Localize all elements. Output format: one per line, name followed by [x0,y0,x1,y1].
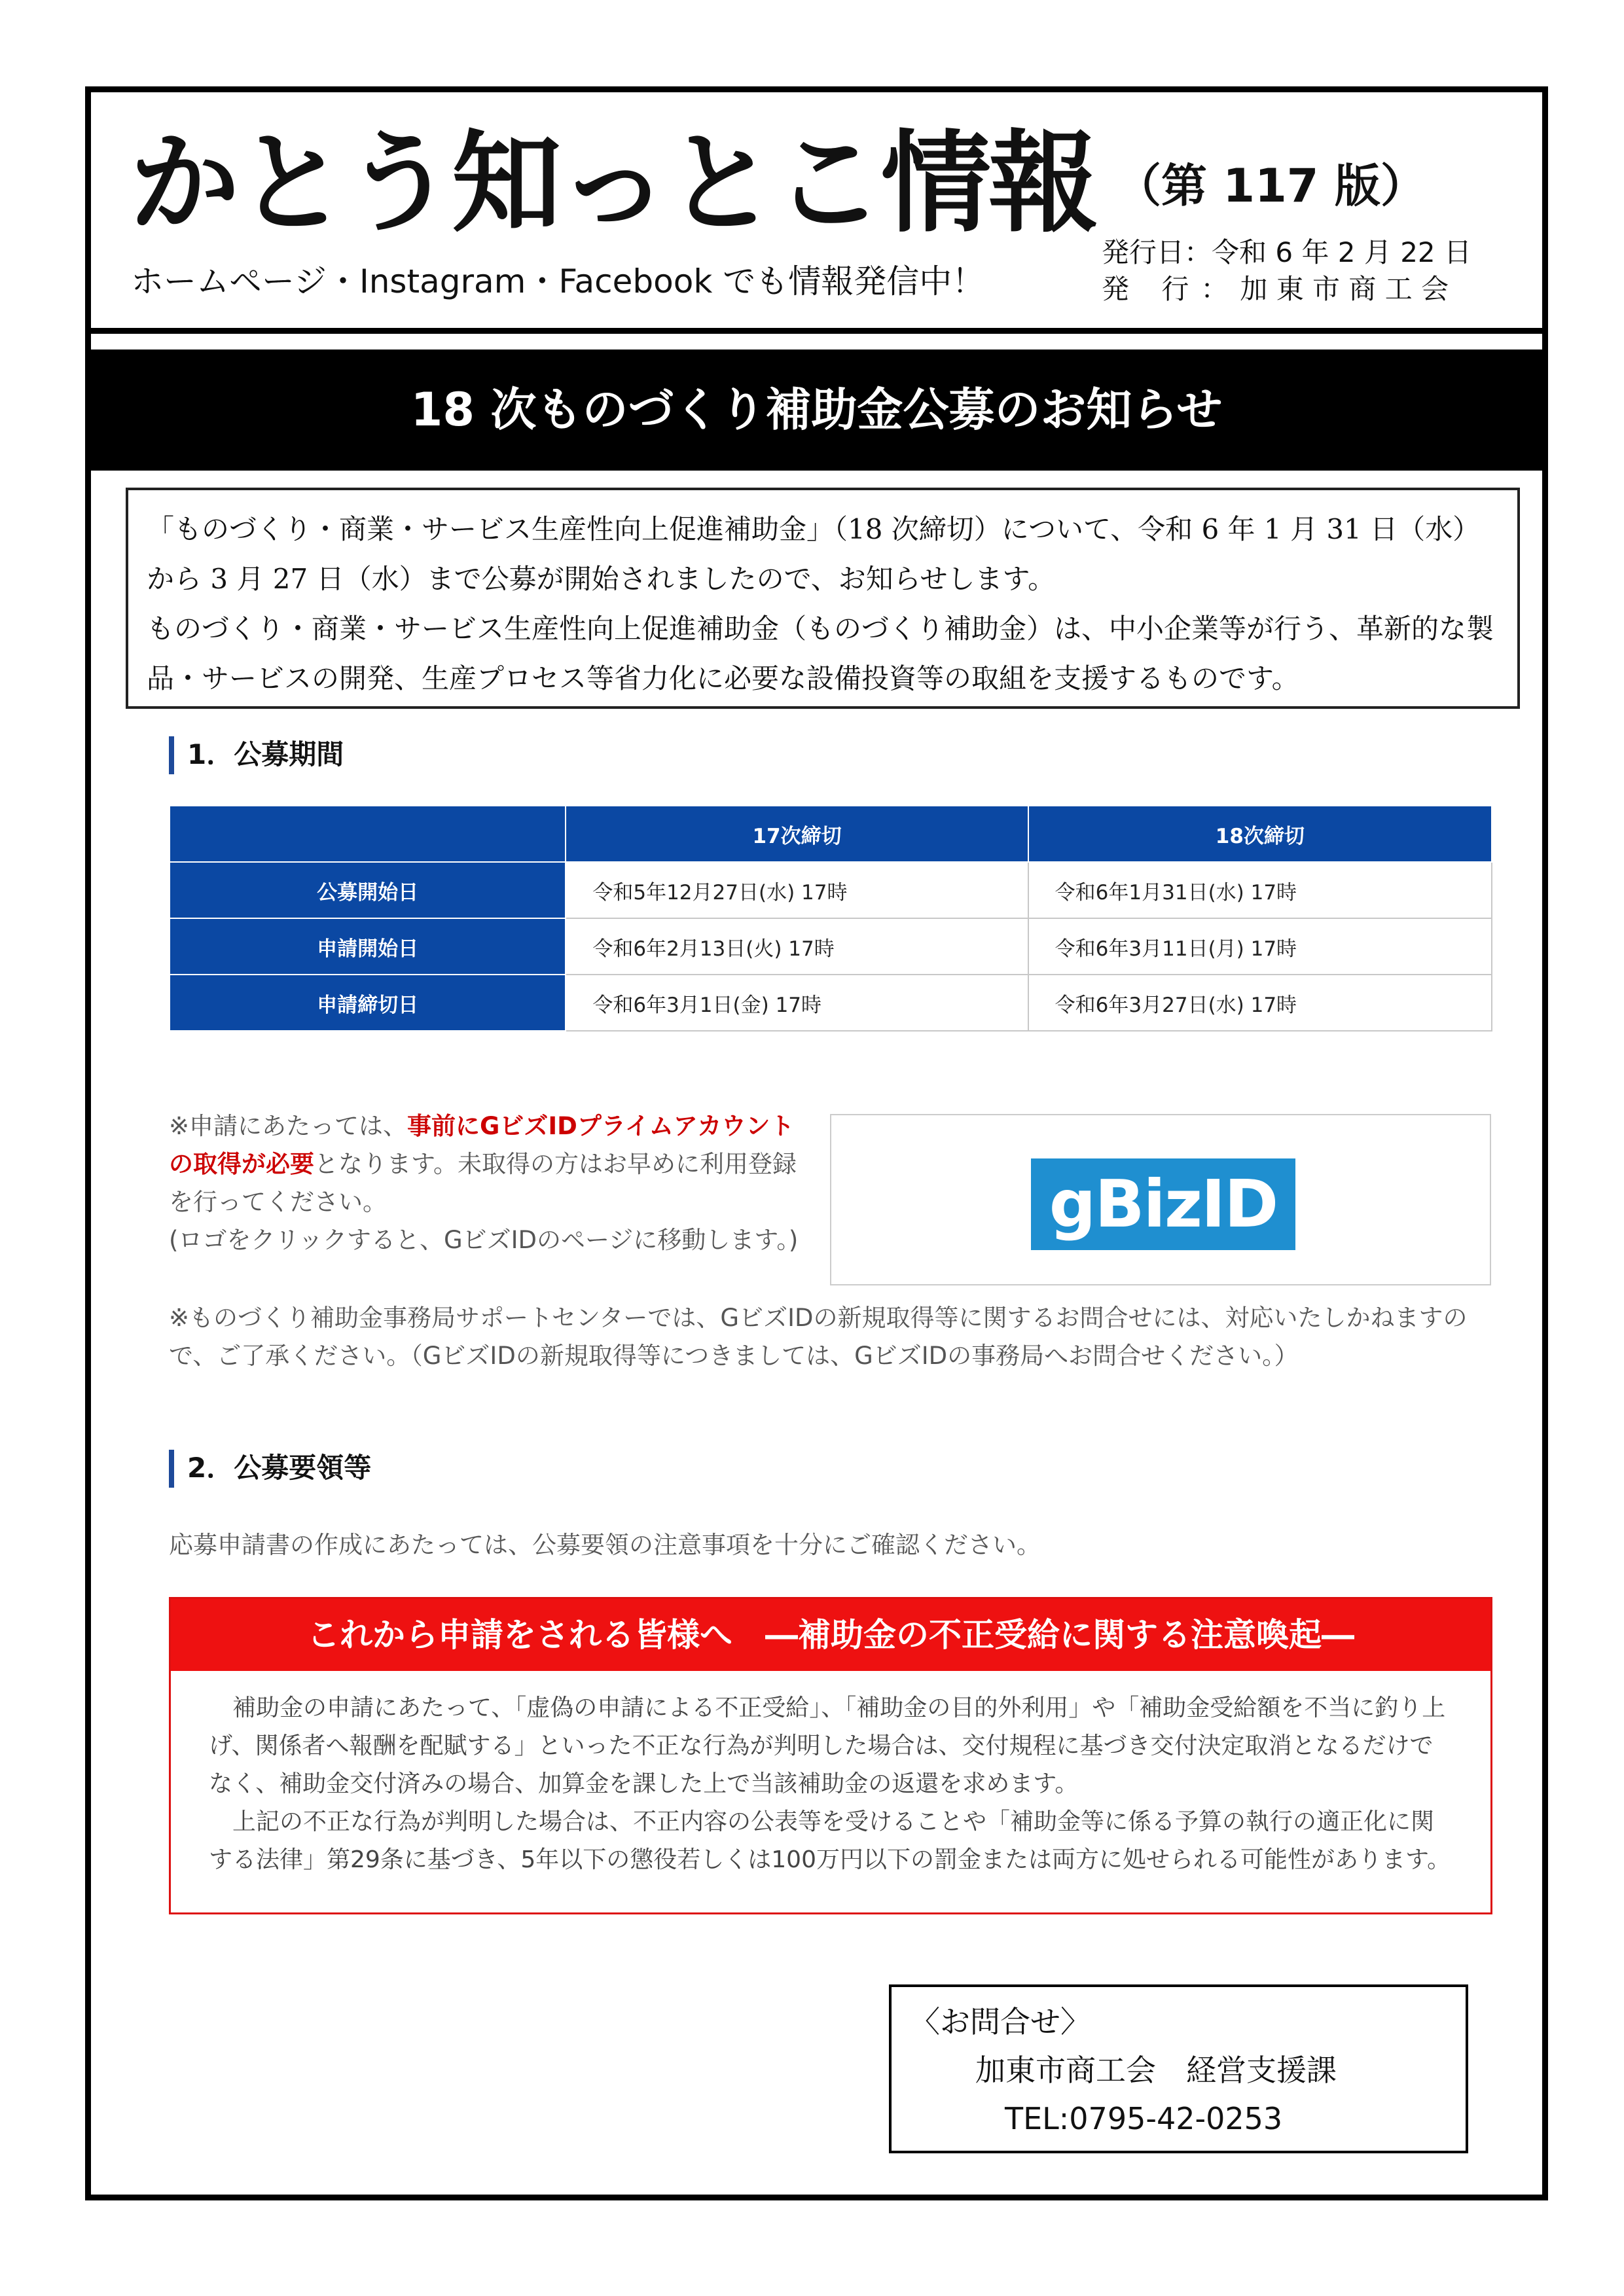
contact-box [889,1984,1468,2153]
table-row [170,862,1492,918]
table-cell: 令和6年2月13日(火) 17時 [566,918,1028,975]
intro-box [126,488,1520,709]
gbizid-note-suffix: となります。未取得の方はお早めに利用登録を行ってください。 [169,1150,797,1216]
table-header-17: 17次締切 [566,806,1028,862]
publisher-line [1102,271,1471,308]
header-subtitle: ホームページ・Instagram・Facebook でも情報発信中！ [131,262,985,300]
issue-date-line [1102,234,1471,271]
intro-paragraph-1: 「ものづくり・商業・サービス生産性向上促進補助金」（18 次締切）について、令和 6 年 1 月 31 日（水）から 3 月 27 日（水）まで公募が開始されましたので、お知らせします。 [147,513,1481,595]
contact-heading: 〈お問合せ〉 [910,2004,1091,2039]
table-header-blank [170,806,566,862]
table-row [170,918,1492,975]
gbizid-note-line2: (ロゴをクリックすると、GビズIDのページに移動します。) [169,1226,799,1254]
title-main: かとう知っとこ情報 [130,119,1096,247]
contact-organization: 加東市商工会 経営支援課 [975,2053,1337,2088]
gbizid-logo[interactable]: gBizID [1031,1158,1295,1250]
intro-paragraph-2: ものづくり・商業・サービス生産性向上促進補助金（ものづくり補助金）は、中小企業等が行う、革新的な製品・サービスの開発、生産プロセス等省力化に必要な設備投資等の取組を支援するものです。 [147,613,1494,694]
newsletter-header [90,92,1543,334]
fraud-warning-title: これから申請をされる皆様へ ―補助金の不正受給に関する注意喚起― [171,1599,1490,1671]
table-cell: 令和6年3月1日(金) 17時 [566,975,1028,1031]
fraud-warning-paragraph-2: 上記の不正な行為が判明した場合は、不正内容の公表等を受けることや「補助金等に係る予算の執行の適正化に関する法律」第29条に基づき、5年以下の懲役若しくは100万円以下の罰金または両方に処せられる可能性があります。 [209,1808,1451,1873]
table-header-row [170,806,1492,862]
newsletter-title [130,118,1426,249]
issue-date-label: 発行日： [1102,236,1212,268]
row-label: 申請開始日 [170,918,566,975]
support-center-note: ※ものづくり補助金事務局サポートセンターでは、GビズIDの新規取得等に関するお問合せには、対応いたしかねますので、ご了承ください。（GビズIDの新規取得等につきましては、GビズIDの事務局へお問合せください。） [169,1304,1468,1370]
gbizid-note-prefix: ※申請にあたっては、 [169,1112,408,1140]
edition-number: （第 117 版） [1115,159,1426,213]
table-cell: 令和5年12月27日(水) 17時 [566,862,1028,918]
table-cell: 令和6年3月27日(水) 17時 [1028,975,1492,1031]
gbizid-note [169,1107,807,1259]
publisher-label: 発 行： [1102,273,1240,305]
publisher: 加 東 市 商 工 会 [1240,273,1449,305]
contact-phone: TEL:0795-42-0253 [1005,2101,1283,2136]
issue-meta [1102,234,1471,308]
fraud-warning-body [171,1671,1490,1897]
table-header-18: 18次締切 [1028,806,1492,862]
fraud-warning-box [169,1597,1492,1914]
guidelines-text: 応募申請書の作成にあたっては、公募要領の注意事項を十分にご確認ください。 [169,1531,1041,1559]
fraud-warning-paragraph-1: 補助金の申請にあたって、「虚偽の申請による不正受給」、「補助金の目的外利用」や「補助金受給額を不当に釣り上げ、関係者へ報酬を配賦する」といった不正な行為が判明した場合は、交付規程に基づき交付決定取消となるだけでなく、補助金交付済みの場合、加算金を課した上で当該補助金の返還を求めます。 [209,1695,1446,1797]
table-row [170,975,1492,1031]
gbizid-logo-box[interactable] [830,1114,1491,1285]
issue-date: 令和 6 年 2 月 22 日 [1212,236,1472,268]
article-banner: 18 次ものづくり補助金公募のお知らせ [90,350,1543,471]
section-heading-guidelines: 2．公募要領等 [169,1450,371,1486]
row-label: 公募開始日 [170,862,566,918]
period-table [169,805,1492,1031]
section-heading-period: 1．公募期間 [169,736,344,773]
table-cell: 令和6年3月11日(月) 17時 [1028,918,1492,975]
row-label: 申請締切日 [170,975,566,1031]
gbizid-note-highlight: 事前にGビズIDプライムアカウントの取得が必要 [169,1112,795,1178]
table-cell: 令和6年1月31日(水) 17時 [1028,862,1492,918]
